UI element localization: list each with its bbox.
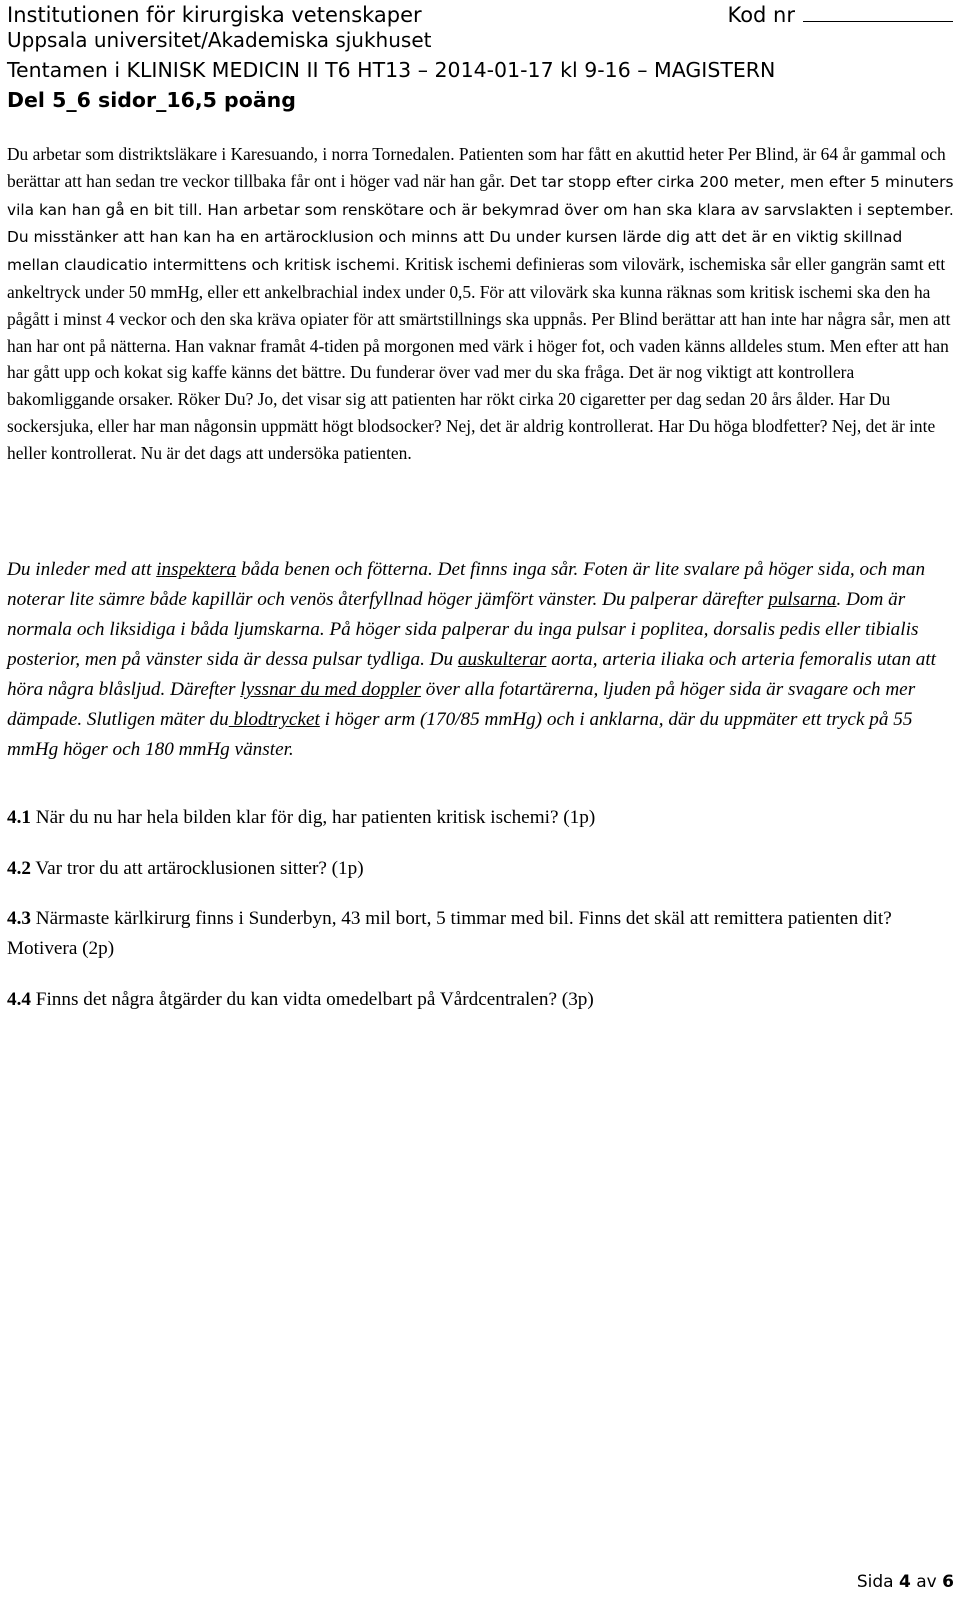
- question-4-1: [7, 803, 955, 833]
- question-number: 4.3: [7, 908, 31, 929]
- exam-keyword-inspektera: inspektera: [156, 559, 237, 580]
- exam-text-6: i höger arm (170/85 mmHg) och i anklarna, där du uppmäter ett tryck på 55 mmHg höger och 180 mmHg vänster.: [7, 709, 913, 760]
- footer-av-label: av: [910, 1572, 943, 1592]
- exam-keyword-auskulterar: auskulterar: [457, 649, 547, 670]
- header-row-institution: [7, 1, 953, 29]
- exam-text-3: . Dom är normala och liksidiga i båda ljumskarna. På höger sida palperar du inga pulsar i poplitea, dorsalis pedis eller tibialis posterior, men på vänster sida är dessa pulsar tydliga. Du: [7, 589, 919, 670]
- institution-name: Institutionen för kirurgiska vetenskaper: [7, 3, 422, 27]
- section-title: Del 5_6 sidor_16,5 poäng: [7, 88, 296, 112]
- question-4-4: [7, 985, 955, 1015]
- university-name: Uppsala universitet/Akademiska sjukhuset: [7, 28, 432, 52]
- exam-keyword-blodtrycket: blodtrycket: [228, 709, 320, 730]
- question-4-3: [7, 904, 955, 964]
- intro-sentence-1: Du arbetar som distriktsläkare i Karesuando, i norra Tornedalen. Patienten som har fått en akuttid heter Per Blind, är 64 år gammal och berättar att han sedan tre veckor tillbaka får ont i höger vad när han går.: [7, 144, 946, 191]
- question-number: 4.4: [7, 989, 31, 1010]
- kod-nr-blank-line: [803, 1, 953, 22]
- exam-text-1: Du inleder med att: [7, 559, 157, 580]
- question-text: Närmaste kärlkirurg finns i Sunderbyn, 43 mil bort, 5 timmar med bil. Finns det skäl att remittera patienten dit? Motivera (2p): [7, 908, 892, 959]
- exam-text-2: båda benen och fötterna. Det finns inga sår. Foten är lite svalare på höger sida, och man noterar lite sämre både kapillär och venös återfyllnad höger jämfört vänster. Du palperar därefter: [7, 559, 926, 610]
- exam-text-5: över alla fotartärerna, ljuden på höger sida är svagare och mer dämpade. Slutligen mäter du: [7, 679, 916, 730]
- case-intro-paragraph: [7, 141, 955, 467]
- footer-total-pages: 6: [942, 1572, 954, 1592]
- question-number: 4.2: [7, 858, 31, 879]
- exam-text-4: aorta, arteria iliaka och arteria femoralis utan att höra några blåsljud. Därefter: [7, 649, 936, 700]
- question-4-2: [7, 854, 955, 884]
- examination-paragraph: [7, 555, 955, 765]
- intro-sentence-2: Det tar stopp efter cirka 200 meter, men efter 5 minuters vila kan han gå en bit till. Han arbetar som renskötare och är bekymrad över om han ska klara av sarvslakten i september.: [7, 172, 954, 219]
- question-number: 4.1: [7, 807, 31, 828]
- intro-sentence-3: Du misstänker att han kan ha en artärocklusion och minns att Du under kursen lärde dig att det är en viktig skillnad mellan claudicatio intermittens och kritisk ischemi.: [7, 228, 903, 275]
- question-text: När du nu har hela bilden klar för dig, har patienten kritisk ischemi? (1p): [30, 807, 596, 828]
- exam-title: Tentamen i KLINISK MEDICIN II T6 HT13 – 2014-01-17 kl 9-16 – MAGISTERN: [7, 58, 776, 82]
- footer-current-page: 4: [899, 1572, 911, 1592]
- question-text: Var tror du att artärocklusionen sitter? (1p): [30, 858, 364, 879]
- exam-keyword-pulsarna: pulsarna: [768, 589, 837, 610]
- question-text: Finns det några åtgärder du kan vidta omedelbart på Vårdcentralen? (3p): [30, 989, 594, 1010]
- intro-sentence-4: Kritisk ischemi definieras som vilovärk, ischemiska sår eller gangrän samt ett ankeltryck under 50 mmHg, eller ett ankelbrachial index under 0,5. För att vilovärk ska kunna räknas som kritisk ischemi ska den ha pågått i minst 4 veckor och den ska kräva opiater för att smärtstillnings ska uppnås. Per Blind berättar att han inte har några sår, men att han har ont på nätterna. Han vaknar framåt 4-tiden på morgonen med värk i höger fot, och vaden känns alldeles stum. Men efter att han har gått upp och kokat sig kaffe känns det bättre. Du funderar över vad mer du ska fråga. Det är nog viktigt att kontrollera bakomliggande orsaker. Röker Du? Jo, det visar sig att patienten har rökt cirka 20 cigaretter per dag sedan 20 års ålder. Har Du sockersjuka, eller har man någonsin uppmätt högt blodsocker? Nej, det är aldrig kontrollerat. Har Du höga blodfetter? Nej, det är inte heller kontrollerat. Nu är det dags att undersöka patienten.: [7, 254, 951, 463]
- footer-sida-label: Sida: [856, 1572, 900, 1592]
- kod-nr-field: [727, 1, 953, 29]
- exam-keyword-doppler: lyssnar du med doppler: [240, 679, 421, 700]
- kod-nr-label: Kod nr: [727, 3, 795, 27]
- page-number-footer: [857, 1572, 954, 1592]
